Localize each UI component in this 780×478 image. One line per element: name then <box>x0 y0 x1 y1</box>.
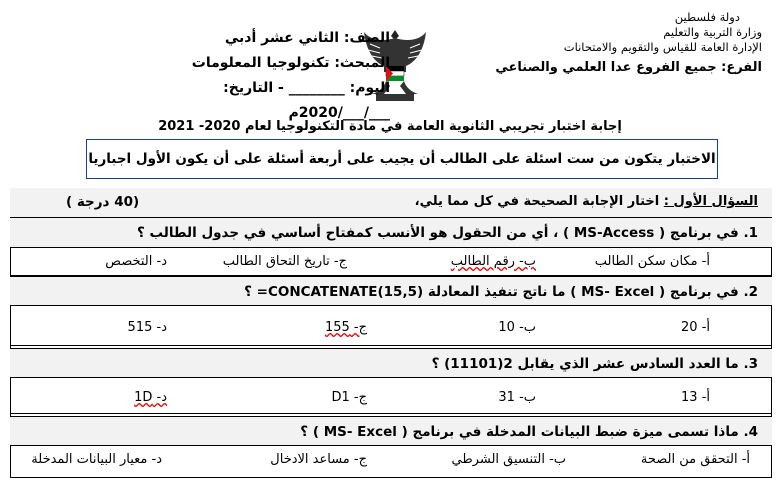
options-row-2 <box>10 306 772 346</box>
header-right <box>495 10 762 75</box>
option-c[interactable]: ج- تاريخ التحاق الطالب <box>222 254 347 269</box>
option-b[interactable]: ب- 10 <box>498 320 536 335</box>
question-1: 1. في برنامج ( MS-Access ) ، أي من الحقول هو الأنسب كمفتاح أساسي في جدول الطالب ؟ <box>10 218 772 248</box>
options-row-3 <box>10 378 772 414</box>
option-b[interactable]: ب- رقم الطالب <box>450 254 536 269</box>
branch: الفرع: جميع الفروع عدا العلمي والصناعي <box>495 60 762 75</box>
header-left <box>150 26 390 126</box>
option-c[interactable]: ج- 155 <box>324 320 367 335</box>
section-header <box>10 188 772 218</box>
section-marks: (40 درجة ) <box>66 194 140 210</box>
option-a[interactable]: أ- 13 <box>681 390 710 405</box>
option-d[interactable]: د- 1D <box>134 390 167 405</box>
section-instruction: اختار الإجابة الصحيحة في كل مما يلي، <box>414 194 660 209</box>
option-b[interactable]: ب- التنسيق الشرطي <box>451 452 566 467</box>
option-c[interactable]: ج- D1 <box>331 390 367 405</box>
options-row-4 <box>10 446 772 470</box>
ministry-name: وزارة التربية والتعليم <box>663 25 762 39</box>
option-a[interactable]: أ- التحقق من الصحة <box>640 452 750 467</box>
day-date: اليوم: ________ - التاريخ: ___/___/2020م <box>223 80 390 121</box>
question-4: 4. ماذا تسمى ميزة ضبط البيانات المدخلة في برنامج ( MS- Excel ) ؟ <box>10 416 772 446</box>
notice-box <box>86 139 718 179</box>
notice-text: الاختبار يتكون من ست اسئلة على الطالب أن يجيب على أربعة أسئلة على أن يكون الأول اجباريا <box>88 151 716 167</box>
grade: الصف: الثاني عشر أدبي <box>224 30 390 46</box>
option-d[interactable]: د- التخصص <box>105 254 167 269</box>
option-a[interactable]: أ- 20 <box>681 320 710 335</box>
question-3: 3. ما العدد السادس عشر الذي يقابل 2(11101) ؟ <box>10 348 772 378</box>
exam-title: إجابة اختبار تجريبي الثانوية العامة في مادة التكنولوجيا لعام 2020- 2021 <box>158 119 622 134</box>
subject: المبحث: تكنولوجيا المعلومات <box>191 55 390 71</box>
option-c[interactable]: ج- مساعد الادخال <box>270 452 367 467</box>
question-2: 2. في برنامج ( MS- Excel ) ما ناتج تنفيذ المعادلة (CONCATENATE(15,5= ؟ <box>10 276 772 306</box>
options-row-1 <box>10 248 772 276</box>
department-name: الإدارة العامة للقياس والتقويم والامتحانات <box>563 40 762 54</box>
option-d[interactable]: د- 515 <box>127 320 167 335</box>
section-label: السؤال الأول : <box>663 194 758 209</box>
option-d[interactable]: د- معيار البيانات المدخلة <box>31 452 162 467</box>
option-b[interactable]: ب- 31 <box>498 390 536 405</box>
country-name: دولة فلسطين <box>674 10 740 24</box>
option-a[interactable]: أ- مكان سكن الطالب <box>594 254 710 269</box>
